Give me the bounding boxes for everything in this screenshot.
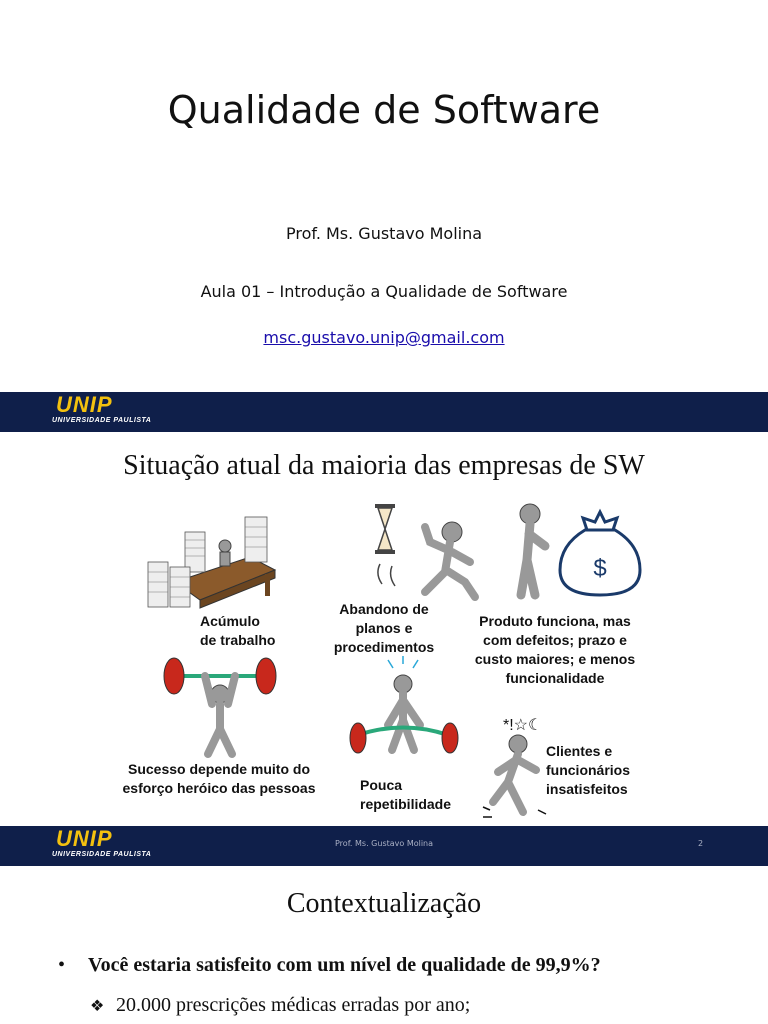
caption-product: Produto funciona, mas com defeitos; prazo e custo maiores; e menos funcionalidade xyxy=(474,613,636,686)
header-bar xyxy=(0,392,768,432)
title-slide xyxy=(0,0,768,392)
lesson-line: Aula 01 – Introdução a Qualidade de Software xyxy=(200,282,568,301)
page-number: 2 xyxy=(698,839,704,848)
footer-bar xyxy=(0,826,768,866)
caption-accumulation: Acúmulo de trabalho xyxy=(200,613,276,648)
bullet-item xyxy=(58,954,601,977)
unip-logo xyxy=(52,392,152,424)
sub-bullet-marker: ❖ xyxy=(90,998,105,1015)
caption-abandon: Abandono de planos e procedimentos xyxy=(333,601,435,655)
burst-symbols: *!☆☾ xyxy=(503,717,543,734)
sub-bullet-item xyxy=(90,994,470,1017)
author-line: Prof. Ms. Gustavo Molina xyxy=(285,224,483,243)
logo-subtitle: UNIVERSIDADE PAULISTA xyxy=(52,417,152,424)
caption-success: Sucesso depende muito do esforço heróico das pessoas xyxy=(122,761,316,796)
footer-author: Prof. Ms. Gustavo Molina xyxy=(335,839,434,848)
money-bag-illustration xyxy=(505,500,645,610)
caption-repeat: Pouca repetibilidade xyxy=(360,777,452,812)
logo-mark: UNIP xyxy=(56,826,113,851)
weightlifter-illustration xyxy=(160,654,280,764)
situation-slide xyxy=(0,432,768,827)
slide-title: Qualidade de Software xyxy=(167,88,601,132)
slide-title: Situação atual da maioria das empresas de SW xyxy=(123,450,645,481)
bullet-marker: • xyxy=(58,954,66,976)
unip-logo xyxy=(52,826,152,858)
bullet-text: Você estaria satisfeito com um nível de qualidade de 99,9%? xyxy=(88,954,601,976)
context-slide xyxy=(0,866,768,1024)
tired-lifter-illustration xyxy=(348,660,463,765)
dollar-symbol: $ xyxy=(593,555,607,582)
sub-bullet-text: 20.000 prescrições médicas erradas por ano; xyxy=(116,994,471,1016)
caption-clients: Clientes e funcionários insatisfeitos xyxy=(546,743,631,797)
desk-papers-illustration xyxy=(145,512,280,612)
slide-title: Contextualização xyxy=(286,888,482,919)
email-link[interactable]: msc.gustavo.unip@gmail.com xyxy=(263,328,505,347)
logo-subtitle: UNIVERSIDADE PAULISTA xyxy=(52,851,152,858)
logo-mark: UNIP xyxy=(56,392,113,417)
hourglass-figure-illustration xyxy=(370,502,485,612)
